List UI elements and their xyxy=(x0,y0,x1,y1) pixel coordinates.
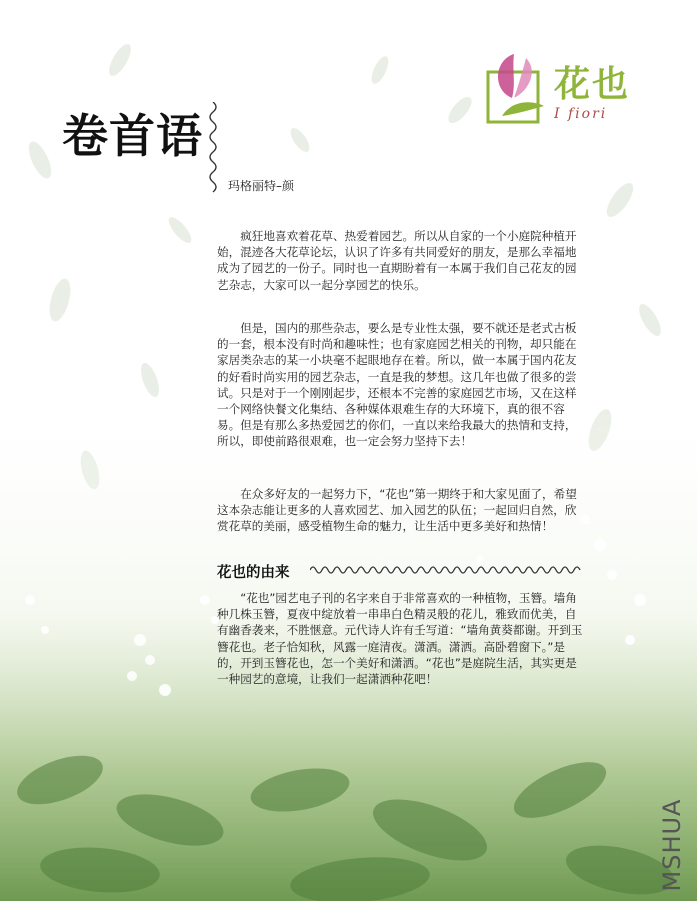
watermark-text: MSHUA xyxy=(658,798,686,892)
section-divider-icon xyxy=(310,564,586,576)
logo-subtitle: I fiori xyxy=(554,106,608,122)
author-name: 玛格丽特–颜 xyxy=(228,179,295,193)
section-paragraph: “花也”园艺电子刊的名字来自于非常喜欢的一种植物，玉簪。墙角种几株玉簪，夏夜中绽放着一串串白色精灵般的花儿，雅致而优美，自有幽香袭来，不胜惬意。元代诗人许有壬写道：“墙角黄葵都谢。开到玉簪花也。老子恰知秋，风露一庭清夜。潇洒。潇洒。高卧碧窗下。”是的，开到玉簪花也，怎一个美好和潇洒。“花也”是庭院生活，其实更是一种园艺的意境，让我们一起潇洒种花吧！ xyxy=(217,591,583,687)
logo-text: 花也 xyxy=(554,64,631,105)
intro-paragraph-2: 但是，国内的那些杂志，要么是专业性太强，要不就还是老式古板的一套，根本没有时尚和趣味性；也有家庭园艺相关的刊物，却只能在家居类杂志的某一小块毫不起眼地存在着。所以，做一本属于国内花友的好看时尚实用的园艺杂志，一直是我的梦想。这几年也做了很多的尝试。只是对于一个刚刚起步，还根本不完善的家庭园艺市场，又在这样一个网络快餐文化集结、各种媒体艰难生存的大环境下，真的很不容易。但是有那么多热爱园艺的你们，一直以来给我最大的热情和支持，所以，即使前路很艰难，也一定会努力坚持下去！ xyxy=(217,321,577,449)
intro-paragraph-3: 在众多好友的一起努力下，“花也”第一期终于和大家见面了，希望这本杂志能让更多的人喜欢园艺、加入园艺的队伍；一起回归自然，欣赏花草的美丽，感受植物生命的魅力，让生活中更多美好和热情！ xyxy=(217,487,577,534)
page-title: 卷首语 xyxy=(62,109,203,163)
section-heading: 花也的由来 xyxy=(217,564,290,581)
wavy-line-icon xyxy=(207,102,219,194)
intro-paragraph-1: 疯狂地喜欢着花草、热爱着园艺。所以从自家的一个小庭院种植开始，混迹各大花草论坛，认识了许多有共同爱好的朋友，是那么幸福地成为了园艺的一份子。同时也一直期盼着有一本属于我们自己花友的园艺杂志，大家可以一起分享园艺的快乐。 xyxy=(217,229,577,292)
flower-logo-icon xyxy=(482,50,552,130)
magazine-logo xyxy=(482,50,652,134)
